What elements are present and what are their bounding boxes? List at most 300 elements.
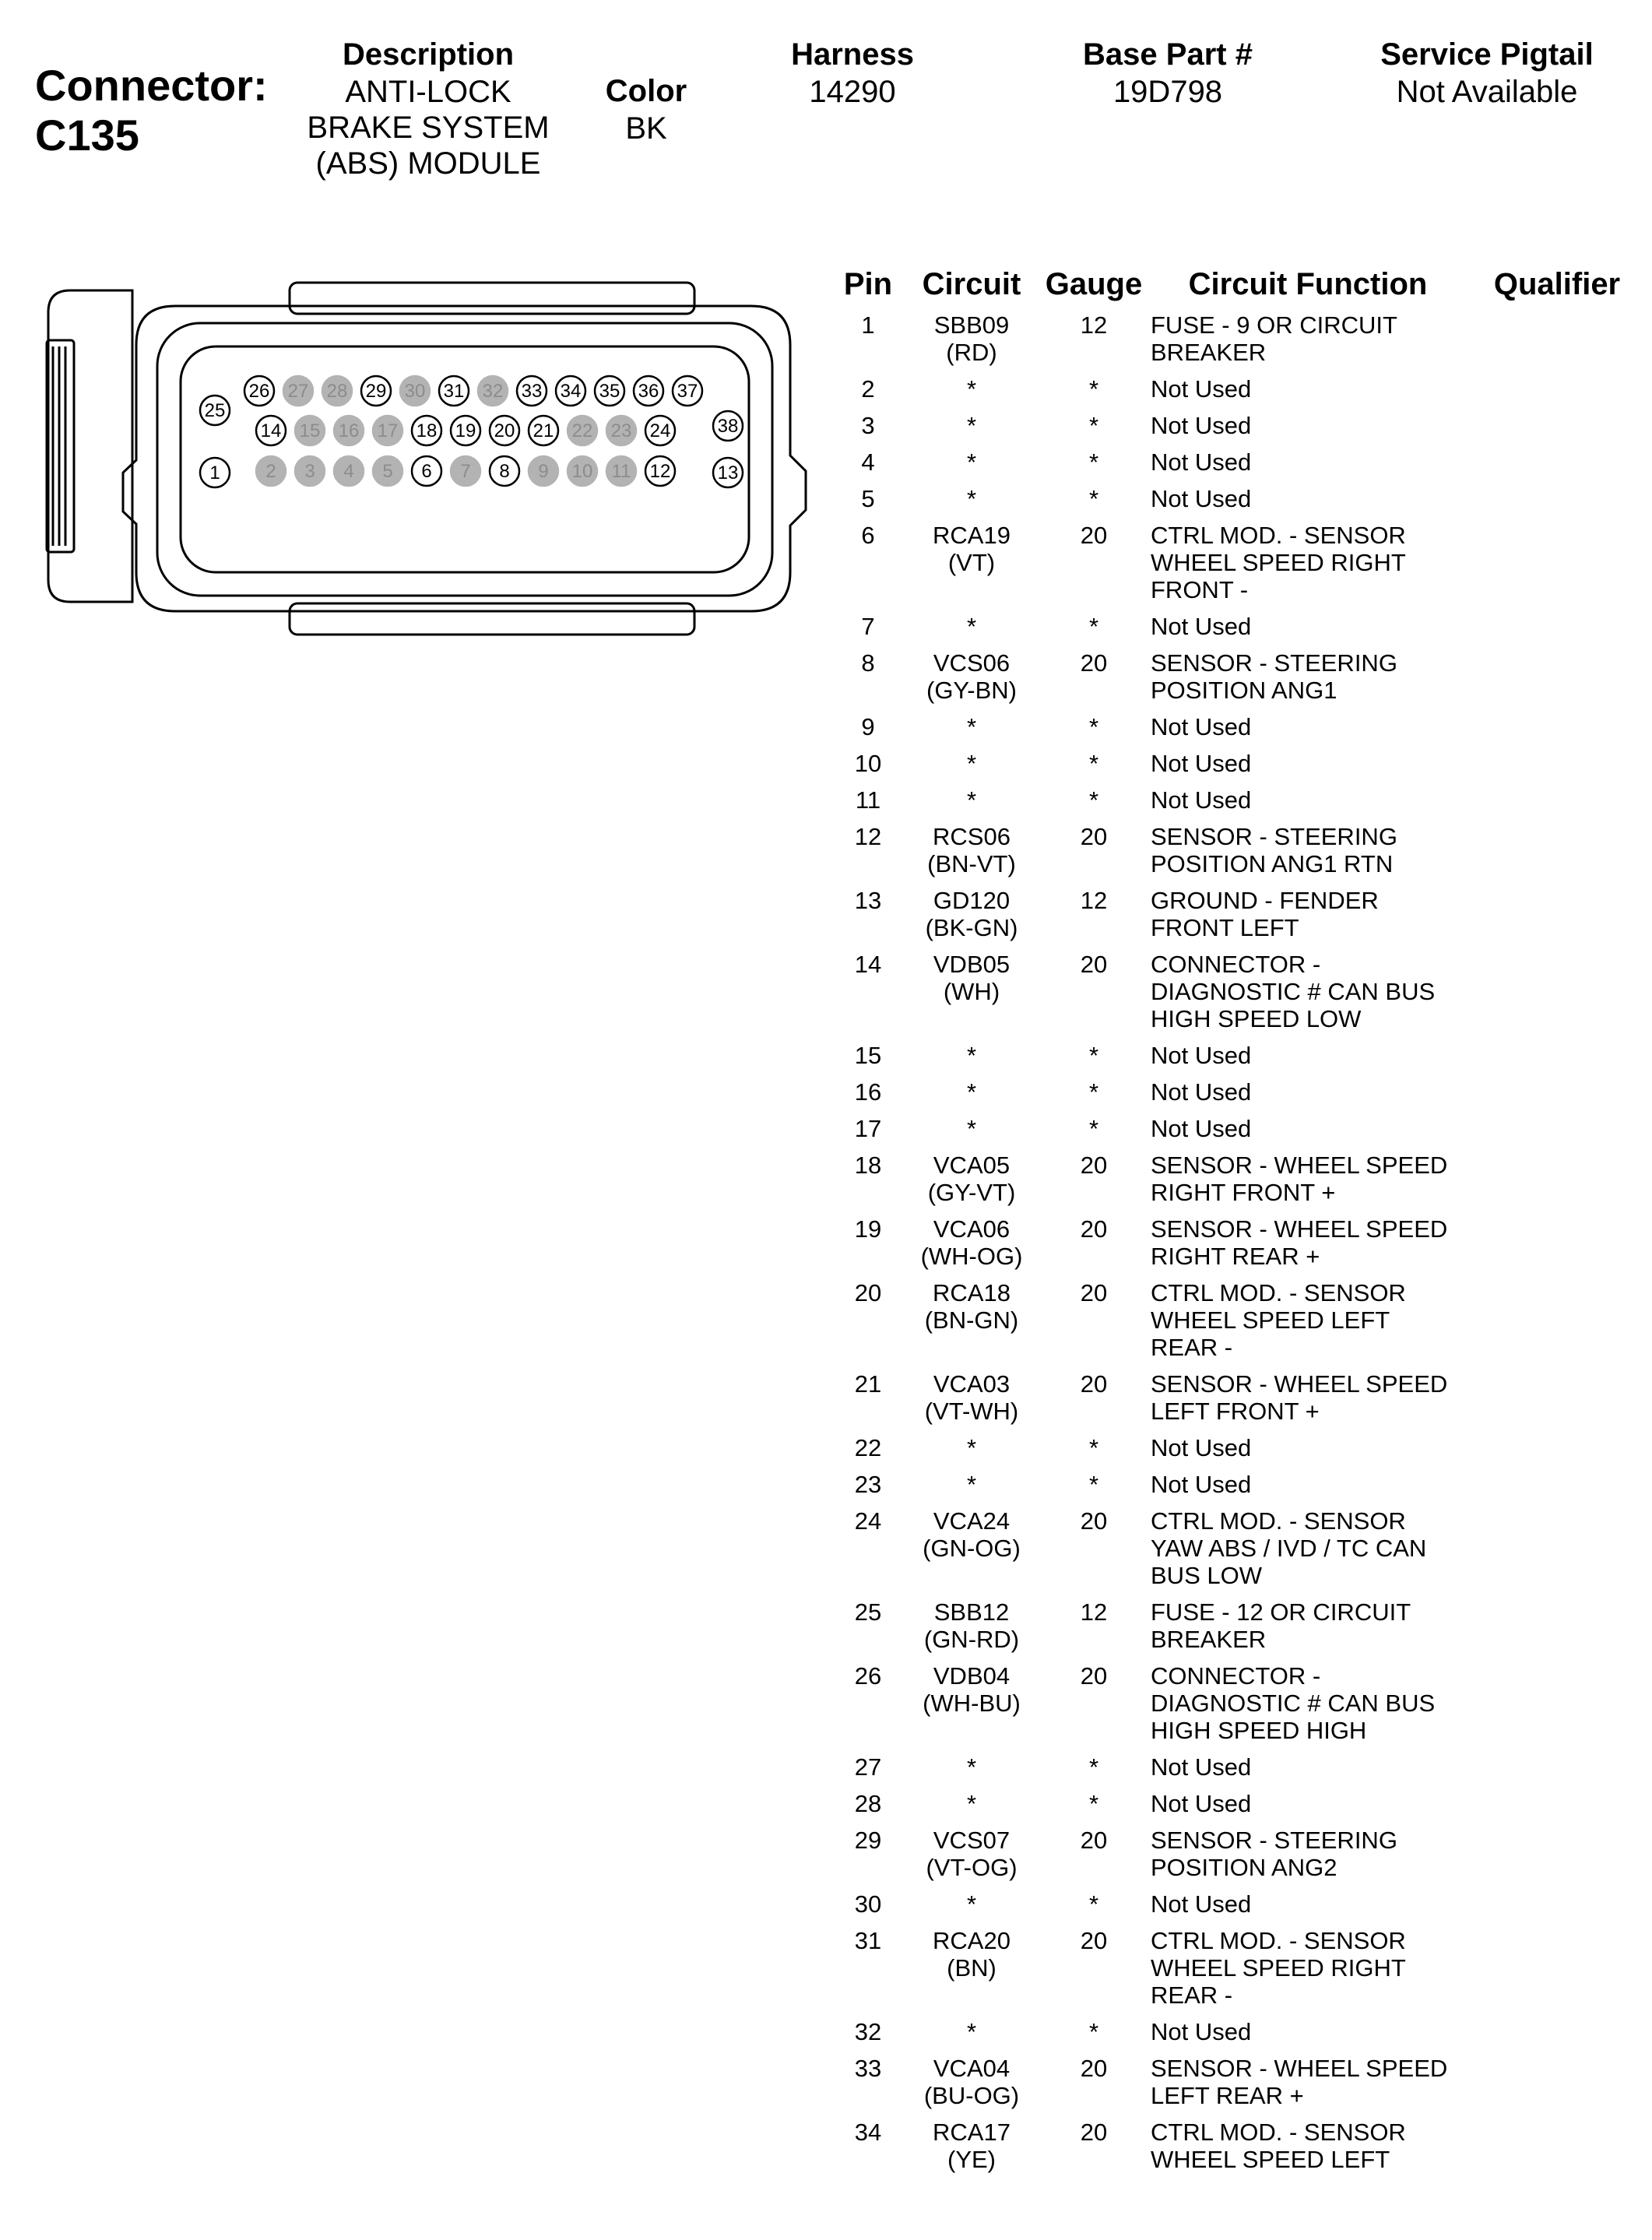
circuit-cell xyxy=(894,1078,1049,1106)
function-line: Not Used xyxy=(1151,448,1252,476)
base-part-label: Base Part # xyxy=(1083,37,1253,72)
function-line: POSITION ANG1 RTN xyxy=(1151,850,1394,877)
circuit-line: * xyxy=(966,485,977,512)
function-line: BREAKER xyxy=(1151,1626,1267,1653)
circuit-line: (BK-GN) xyxy=(925,914,1018,941)
circuit-cell xyxy=(894,1507,1049,1562)
pin-number-cell: 24 xyxy=(854,1507,882,1535)
circuit-cell xyxy=(894,1790,1049,1817)
circuit-function-cell xyxy=(1151,1471,1493,1498)
circuit-line: VCA06 xyxy=(933,1215,1011,1243)
pin-number: 32 xyxy=(482,381,504,402)
circuit-function-cell xyxy=(1151,613,1493,640)
circuit-line: (VT) xyxy=(947,549,996,576)
pin-number: 24 xyxy=(649,420,671,441)
gauge-cell: * xyxy=(1088,1042,1099,1069)
function-line: CTRL MOD. - SENSOR xyxy=(1151,1927,1406,1954)
circuit-cell xyxy=(894,951,1049,1005)
pin-number: 1 xyxy=(209,462,220,484)
gauge-cell: 12 xyxy=(1080,1598,1108,1626)
circuit-cell xyxy=(894,1152,1049,1206)
pin-number-cell: 30 xyxy=(854,1890,882,1918)
circuit-function-cell xyxy=(1151,2055,1493,2109)
pin-number: 31 xyxy=(443,381,465,402)
circuit-cell xyxy=(894,412,1049,439)
circuit-cell xyxy=(894,1434,1049,1461)
pin-number-cell: 13 xyxy=(854,887,882,914)
gauge-cell: * xyxy=(1088,448,1099,476)
function-line: Not Used xyxy=(1151,1890,1252,1918)
circuit-line: VCA05 xyxy=(933,1152,1011,1179)
gauge-cell: 20 xyxy=(1080,951,1108,978)
function-line: BUS LOW xyxy=(1151,1562,1262,1589)
gauge-cell: 20 xyxy=(1080,1507,1108,1535)
color-label: Color xyxy=(605,74,687,108)
pin-number: 4 xyxy=(343,461,354,482)
function-line: Not Used xyxy=(1151,412,1252,439)
function-line: LEFT FRONT + xyxy=(1151,1398,1320,1425)
pin-number: 10 xyxy=(571,461,593,482)
gauge-cell: 20 xyxy=(1080,1152,1108,1179)
circuit-function-cell xyxy=(1151,1152,1493,1206)
gauge-cell: 20 xyxy=(1080,823,1108,850)
gauge-cell: * xyxy=(1088,613,1099,640)
gauge-cell: * xyxy=(1088,1890,1099,1918)
function-line: CTRL MOD. - SENSOR xyxy=(1151,1507,1406,1535)
circuit-line: (VT-OG) xyxy=(926,1854,1018,1881)
pin-number-cell: 15 xyxy=(854,1042,882,1069)
circuit-cell xyxy=(894,1215,1049,1270)
gauge-cell: * xyxy=(1088,485,1099,512)
gauge-cell: 20 xyxy=(1080,1662,1108,1690)
circuit-line: * xyxy=(966,1434,977,1461)
circuit-line: * xyxy=(966,1753,977,1781)
function-line: CONNECTOR - xyxy=(1151,951,1321,978)
function-line: RIGHT REAR + xyxy=(1151,1243,1320,1270)
pin-number: 36 xyxy=(638,381,659,402)
column-header-qualifier: Qualifier xyxy=(1493,267,1621,301)
circuit-line: * xyxy=(966,412,977,439)
circuit-cell xyxy=(894,1279,1049,1334)
function-line: FUSE - 9 OR CIRCUIT xyxy=(1151,311,1397,339)
pin-number: 28 xyxy=(326,381,348,402)
circuit-line: * xyxy=(966,1115,977,1142)
column-header-circuit-function: Circuit Function xyxy=(1188,267,1428,301)
gauge-cell: 20 xyxy=(1080,2119,1108,2146)
function-line: BREAKER xyxy=(1151,339,1267,366)
pin-number-cell: 31 xyxy=(854,1927,882,1954)
service-pigtail-label: Service Pigtail xyxy=(1380,37,1594,72)
pin-number: 8 xyxy=(499,461,510,482)
circuit-cell xyxy=(894,1753,1049,1781)
circuit-line: VDB05 xyxy=(933,951,1011,978)
gauge-cell: * xyxy=(1088,412,1099,439)
function-line: SENSOR - WHEEL SPEED xyxy=(1151,1370,1448,1398)
function-line: LEFT REAR + xyxy=(1151,2082,1304,2109)
function-line: Not Used xyxy=(1151,786,1252,814)
pin-number-cell: 6 xyxy=(861,522,875,549)
pin-number-cell: 20 xyxy=(854,1279,882,1306)
circuit-function-cell xyxy=(1151,649,1493,704)
circuit-function-cell xyxy=(1151,1042,1493,1069)
pin-number: 15 xyxy=(299,420,321,441)
circuit-function-cell xyxy=(1151,1927,1493,2009)
function-line: SENSOR - WHEEL SPEED xyxy=(1151,1152,1448,1179)
gauge-cell: 20 xyxy=(1080,649,1108,677)
circuit-line: RCA19 xyxy=(933,522,1011,549)
pin-number-cell: 23 xyxy=(854,1471,882,1498)
pin-number: 19 xyxy=(455,420,476,441)
circuit-line: * xyxy=(966,1042,977,1069)
circuit-line: (BU-OG) xyxy=(923,2082,1020,2109)
circuit-function-cell xyxy=(1151,1279,1493,1361)
circuit-line: RCA18 xyxy=(933,1279,1011,1306)
circuit-line: VCS06 xyxy=(933,649,1011,677)
circuit-function-cell xyxy=(1151,448,1493,476)
function-line: FRONT - xyxy=(1151,576,1249,603)
gauge-cell: * xyxy=(1088,375,1099,403)
circuit-cell xyxy=(894,649,1049,704)
function-line: FRONT LEFT xyxy=(1151,914,1299,941)
circuit-function-cell xyxy=(1151,412,1493,439)
circuit-cell xyxy=(894,750,1049,777)
circuit-cell xyxy=(894,1115,1049,1142)
circuit-line: * xyxy=(966,1078,977,1106)
circuit-line: RCA20 xyxy=(933,1927,1011,1954)
pin-number-cell: 4 xyxy=(861,448,875,476)
base-part-value: 19D798 xyxy=(1112,75,1223,109)
connector-label: Connector: xyxy=(35,61,268,110)
function-line: DIAGNOSTIC # CAN BUS xyxy=(1151,978,1436,1005)
pin-number: 11 xyxy=(611,461,631,482)
pin-number: 13 xyxy=(717,462,739,484)
circuit-cell xyxy=(894,2119,1049,2173)
circuit-function-cell xyxy=(1151,2119,1493,2173)
circuit-function-cell xyxy=(1151,1115,1493,1142)
harness-label: Harness xyxy=(791,37,914,72)
column-header-gauge: Gauge xyxy=(1045,267,1143,301)
circuit-function-cell xyxy=(1151,1507,1493,1589)
gauge-cell: 20 xyxy=(1080,2055,1108,2082)
pin-number-cell: 16 xyxy=(854,1078,882,1106)
circuit-line: (WH-BU) xyxy=(923,1690,1021,1717)
circuit-function-cell xyxy=(1151,713,1493,740)
function-line: Not Used xyxy=(1151,2018,1252,2045)
circuit-cell xyxy=(894,485,1049,512)
function-line: Not Used xyxy=(1151,1434,1252,1461)
pin-number-cell: 32 xyxy=(854,2018,882,2045)
circuit-function-cell xyxy=(1151,887,1493,941)
pin-number: 30 xyxy=(404,381,426,402)
pin-number: 3 xyxy=(304,461,315,482)
description-line: BRAKE SYSTEM xyxy=(307,111,550,145)
circuit-line: (GN-RD) xyxy=(923,1626,1020,1653)
circuit-cell xyxy=(894,448,1049,476)
circuit-line: VCA24 xyxy=(933,1507,1011,1535)
circuit-function-cell xyxy=(1151,311,1493,366)
function-line: CTRL MOD. - SENSOR xyxy=(1151,1279,1406,1306)
circuit-function-cell xyxy=(1151,485,1493,512)
circuit-function-cell xyxy=(1151,1890,1493,1918)
pin-number: 27 xyxy=(287,381,309,402)
circuit-function-cell xyxy=(1151,1215,1493,1270)
circuit-cell xyxy=(894,786,1049,814)
pin-number: 18 xyxy=(416,420,438,441)
pin-number-cell: 17 xyxy=(854,1115,882,1142)
function-line: RIGHT FRONT + xyxy=(1151,1179,1336,1206)
pin-number-cell: 33 xyxy=(854,2055,882,2082)
circuit-line: * xyxy=(966,375,977,403)
column-header-circuit: Circuit xyxy=(922,267,1021,301)
circuit-line: (BN-VT) xyxy=(927,850,1016,877)
gauge-cell: * xyxy=(1088,1790,1099,1817)
gauge-cell: 20 xyxy=(1080,1370,1108,1398)
circuit-function-cell xyxy=(1151,1078,1493,1106)
gauge-cell: 20 xyxy=(1080,522,1108,549)
function-line: SENSOR - STEERING xyxy=(1151,1827,1397,1854)
pin-number: 34 xyxy=(560,381,582,402)
pin-number: 33 xyxy=(521,381,543,402)
circuit-line: * xyxy=(966,2018,977,2045)
circuit-line: (WH) xyxy=(943,978,1000,1005)
gauge-cell: * xyxy=(1088,1471,1099,1498)
function-line: DIAGNOSTIC # CAN BUS xyxy=(1151,1690,1436,1717)
pin-number-cell: 1 xyxy=(861,311,875,339)
pin-number-cell: 9 xyxy=(861,713,875,740)
circuit-cell xyxy=(894,1662,1049,1717)
pin-number: 23 xyxy=(610,420,632,441)
circuit-line: (RD) xyxy=(946,339,997,366)
circuit-function-cell xyxy=(1151,786,1493,814)
function-line: POSITION ANG2 xyxy=(1151,1854,1337,1881)
circuit-cell xyxy=(894,2055,1049,2109)
pin-number-cell: 2 xyxy=(861,375,875,403)
circuit-line: * xyxy=(966,713,977,740)
pin-number-cell: 14 xyxy=(854,951,882,978)
pin-number: 17 xyxy=(377,420,399,441)
circuit-line: RCS06 xyxy=(933,823,1011,850)
circuit-line: * xyxy=(966,448,977,476)
function-line: POSITION ANG1 xyxy=(1151,677,1337,704)
circuit-function-cell xyxy=(1151,951,1493,1032)
circuit-function-cell xyxy=(1151,1662,1493,1744)
circuit-cell xyxy=(894,887,1049,941)
function-line: WHEEL SPEED LEFT xyxy=(1151,2146,1390,2173)
gauge-cell: 20 xyxy=(1080,1279,1108,1306)
circuit-line: * xyxy=(966,613,977,640)
circuit-cell xyxy=(894,522,1049,576)
pin-number: 2 xyxy=(265,461,276,482)
gauge-cell: * xyxy=(1088,1078,1099,1106)
function-line: HIGH SPEED LOW xyxy=(1151,1005,1362,1032)
circuit-cell xyxy=(894,2018,1049,2045)
color-value: BK xyxy=(625,111,667,146)
circuit-function-cell xyxy=(1151,2018,1493,2045)
pin-number-cell: 25 xyxy=(854,1598,882,1626)
function-line: Not Used xyxy=(1151,713,1252,740)
function-line: Not Used xyxy=(1151,1753,1252,1781)
function-line: Not Used xyxy=(1151,1790,1252,1817)
circuit-function-cell xyxy=(1151,1370,1493,1425)
circuit-function-cell xyxy=(1151,1827,1493,1881)
pin-number-cell: 34 xyxy=(854,2119,882,2146)
function-line: GROUND - FENDER xyxy=(1151,887,1379,914)
pin-number-cell: 21 xyxy=(854,1370,882,1398)
pin-number: 35 xyxy=(599,381,620,402)
pin-number-cell: 22 xyxy=(854,1434,882,1461)
gauge-cell: * xyxy=(1088,1753,1099,1781)
gauge-cell: * xyxy=(1088,713,1099,740)
pin-number: 6 xyxy=(421,461,432,482)
circuit-line: * xyxy=(966,1790,977,1817)
pin-number: 16 xyxy=(338,420,360,441)
pin-number-cell: 12 xyxy=(854,823,882,850)
function-line: SENSOR - STEERING xyxy=(1151,823,1397,850)
pin-number: 12 xyxy=(649,461,671,482)
circuit-function-cell xyxy=(1151,823,1493,877)
pin-number: 38 xyxy=(717,416,739,437)
circuit-cell xyxy=(894,613,1049,640)
pin-number: 21 xyxy=(533,420,554,441)
circuit-cell xyxy=(894,713,1049,740)
circuit-line: GD120 xyxy=(933,887,1011,914)
column-header-pin: Pin xyxy=(843,267,893,301)
circuit-line: (VT-WH) xyxy=(924,1398,1019,1425)
harness-value: 14290 xyxy=(809,75,896,109)
function-line: SENSOR - WHEEL SPEED xyxy=(1151,1215,1448,1243)
gauge-cell: 12 xyxy=(1080,887,1108,914)
function-line: WHEEL SPEED LEFT xyxy=(1151,1306,1390,1334)
pin-number-cell: 8 xyxy=(861,649,875,677)
circuit-cell xyxy=(894,1370,1049,1425)
function-line: CTRL MOD. - SENSOR xyxy=(1151,2119,1406,2146)
function-line: Not Used xyxy=(1151,375,1252,403)
pin-number-cell: 10 xyxy=(854,750,882,777)
function-line: Not Used xyxy=(1151,1078,1252,1106)
pin-number-cell: 7 xyxy=(861,613,875,640)
circuit-cell xyxy=(894,1042,1049,1069)
description-line: ANTI-LOCK xyxy=(345,75,511,109)
circuit-cell xyxy=(894,1927,1049,1982)
function-line: Not Used xyxy=(1151,1115,1252,1142)
pin-number: 7 xyxy=(460,461,471,482)
circuit-line: VCS07 xyxy=(933,1827,1011,1854)
circuit-function-cell xyxy=(1151,375,1493,403)
circuit-line: (BN-GN) xyxy=(924,1306,1019,1334)
circuit-line: (GY-VT) xyxy=(927,1179,1016,1206)
pin-number-cell: 19 xyxy=(854,1215,882,1243)
gauge-cell: * xyxy=(1088,1434,1099,1461)
gauge-cell: 12 xyxy=(1080,311,1108,339)
circuit-function-cell xyxy=(1151,522,1493,603)
circuit-function-cell xyxy=(1151,1434,1493,1461)
gauge-cell: * xyxy=(1088,750,1099,777)
function-line: WHEEL SPEED RIGHT xyxy=(1151,549,1406,576)
pin-number: 25 xyxy=(204,400,226,421)
circuit-line: (GN-OG) xyxy=(923,1535,1021,1562)
circuit-line: (WH-OG) xyxy=(920,1243,1023,1270)
function-line: CONNECTOR - xyxy=(1151,1662,1321,1690)
pin-number: 20 xyxy=(494,420,515,441)
circuit-line: (BN) xyxy=(947,1954,996,1982)
pin-number-cell: 27 xyxy=(854,1753,882,1781)
pin-number-cell: 18 xyxy=(854,1152,882,1179)
pin-number-cell: 26 xyxy=(854,1662,882,1690)
function-line: CTRL MOD. - SENSOR xyxy=(1151,522,1406,549)
function-line: HIGH SPEED HIGH xyxy=(1151,1717,1367,1744)
connector-id: C135 xyxy=(35,111,139,160)
pin-number-cell: 11 xyxy=(855,786,881,814)
circuit-line: VCA03 xyxy=(933,1370,1011,1398)
circuit-function-cell xyxy=(1151,1790,1493,1817)
circuit-cell xyxy=(894,1471,1049,1498)
pin-number: 37 xyxy=(677,381,698,402)
function-line: Not Used xyxy=(1151,750,1252,777)
circuit-line: * xyxy=(966,1890,977,1918)
circuit-line: VDB04 xyxy=(933,1662,1011,1690)
circuit-cell xyxy=(894,375,1049,403)
pin-number-cell: 5 xyxy=(861,485,875,512)
circuit-line: SBB09 xyxy=(933,311,1010,339)
pin-number: 22 xyxy=(571,420,593,441)
pin-number-cell: 28 xyxy=(854,1790,882,1817)
function-line: Not Used xyxy=(1151,485,1252,512)
circuit-function-cell xyxy=(1151,1598,1493,1653)
function-line: YAW ABS / IVD / TC CAN xyxy=(1151,1535,1427,1562)
circuit-cell xyxy=(894,1890,1049,1918)
gauge-cell: * xyxy=(1088,786,1099,814)
gauge-cell: * xyxy=(1088,2018,1099,2045)
pin-number-cell: 3 xyxy=(861,412,875,439)
circuit-line: * xyxy=(966,1471,977,1498)
gauge-cell: 20 xyxy=(1080,1927,1108,1954)
gauge-cell: 20 xyxy=(1080,1827,1108,1854)
gauge-cell: * xyxy=(1088,1115,1099,1142)
circuit-cell xyxy=(894,311,1049,366)
function-line: SENSOR - STEERING xyxy=(1151,649,1397,677)
pin-number: 9 xyxy=(538,461,549,482)
function-line: SENSOR - WHEEL SPEED xyxy=(1151,2055,1448,2082)
pin-number: 14 xyxy=(260,420,282,441)
circuit-line: * xyxy=(966,786,977,814)
circuit-cell xyxy=(894,823,1049,877)
pin-number: 5 xyxy=(382,461,393,482)
circuit-function-cell xyxy=(1151,750,1493,777)
function-line: Not Used xyxy=(1151,613,1252,640)
description-label: Description xyxy=(342,37,515,72)
circuit-line: (YE) xyxy=(947,2146,996,2173)
circuit-line: SBB12 xyxy=(933,1598,1010,1626)
function-line: REAR - xyxy=(1151,1982,1233,2009)
function-line: FUSE - 12 OR CIRCUIT xyxy=(1151,1598,1411,1626)
circuit-line: RCA17 xyxy=(933,2119,1011,2146)
function-line: Not Used xyxy=(1151,1042,1252,1069)
circuit-function-cell xyxy=(1151,1753,1493,1781)
circuit-line: VCA04 xyxy=(933,2055,1011,2082)
pin-number: 26 xyxy=(248,381,270,402)
gauge-cell: 20 xyxy=(1080,1215,1108,1243)
pin-number-cell: 29 xyxy=(854,1827,882,1854)
circuit-line: (GY-BN) xyxy=(926,677,1017,704)
function-line: REAR - xyxy=(1151,1334,1233,1361)
circuit-cell xyxy=(894,1598,1049,1653)
function-line: Not Used xyxy=(1151,1471,1252,1498)
circuit-cell xyxy=(894,1827,1049,1881)
description-line: (ABS) MODULE xyxy=(315,146,541,181)
service-pigtail-value: Not Available xyxy=(1396,75,1578,109)
circuit-line: * xyxy=(966,750,977,777)
pin-number: 29 xyxy=(365,381,387,402)
